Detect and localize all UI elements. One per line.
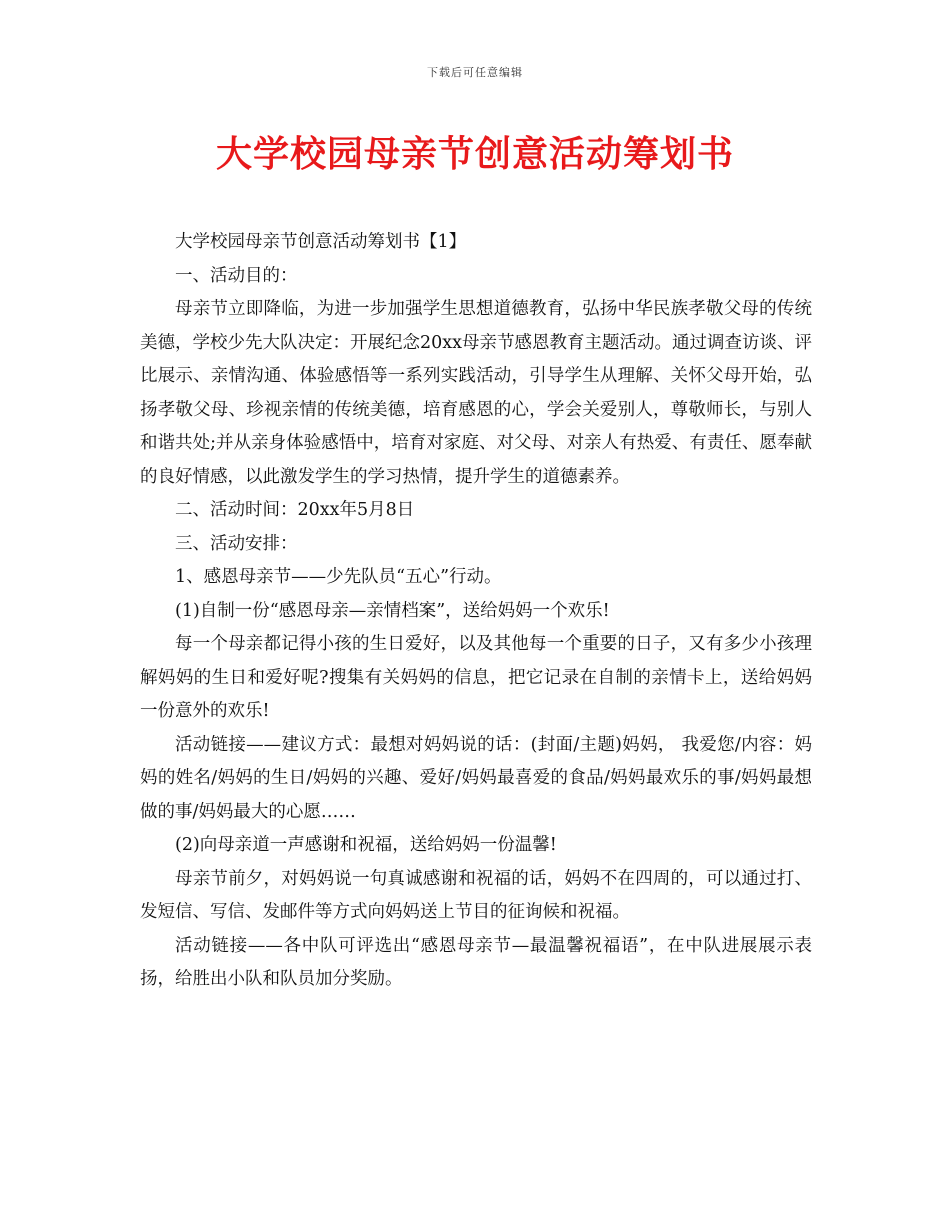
paragraph-subitem-2-body: 母亲节前夕，对妈妈说一句真诚感谢和祝福的话，妈妈不在四周的，可以通过打、发短信、写信、发邮件等方式向妈妈送上节目的征询候和祝福。 bbox=[140, 868, 812, 922]
header-note: 下载后可任意编辑 bbox=[427, 66, 523, 79]
paragraph-subitem-1-link: 活动链接——建议方式：最想对妈妈说的话：(封面/主题)妈妈， 我爱您/内容：妈妈的姓名/妈妈的生日/妈妈的兴趣、爱好/妈妈最喜爱的食品/妈妈最欢乐的事/妈妈最想做的事/妈妈最大的心愿…… bbox=[140, 734, 812, 822]
paragraph-section-3-heading: 三、活动安排： bbox=[175, 533, 298, 554]
paragraph-item-1: 1、感恩母亲节——少先队员“五心”行动。 bbox=[175, 567, 502, 587]
document-title: 大学校园母亲节创意活动筹划书 bbox=[215, 133, 734, 175]
document-body bbox=[140, 226, 812, 997]
paragraph-subitem-2: (2)向母亲道一声感谢和祝福，送给妈妈一份温馨! bbox=[175, 835, 557, 855]
paragraph-section-2-time: 二、活动时间：20xx年5月8日 bbox=[175, 500, 415, 520]
paragraph-subitem-1: (1)自制一份“感恩母亲—亲情档案”，送给妈妈一个欢乐! bbox=[175, 600, 610, 621]
paragraph-purpose: 母亲节立即降临，为进一步加强学生思想道德教育，弘扬中华民族孝敬父母的传统美德，学校少先大队决定：开展纪念20xx母亲节感恩教育主题活动。通过调查访谈、评比展示、亲情沟通、体验感悟等一系列实践活动，引导学生从理解、关怀父母开始，弘扬孝敬父母、珍视亲情的传统美德，培育感恩的心，学会关爱别人，尊敬师长，与别人和谐共处;并从亲身体验感悟中，培育对家庭、对父母、对亲人有热爱、有责任、愿奉献的良好情感，以此激发学生的学习热情，提升学生的道德素养。 bbox=[140, 299, 813, 487]
paragraph-section-1-heading: 一、活动目的： bbox=[175, 265, 298, 286]
paragraph-subitem-1-body: 每一个母亲都记得小孩的生日爱好，以及其他每一个重要的日子，又有多少小孩理解妈妈的生日和爱好呢?搜集有关妈妈的信息，把它记录在自制的亲情卡上，送给妈妈一份意外的欢乐! bbox=[140, 634, 812, 721]
paragraph-subtitle: 大学校园母亲节创意活动筹划书【1】 bbox=[175, 232, 467, 252]
paragraph-subitem-2-link: 活动链接——各中队可评选出“感恩母亲节—最温馨祝福语”，在中队进展展示表扬，给胜出小队和队员加分奖励。 bbox=[140, 935, 812, 989]
